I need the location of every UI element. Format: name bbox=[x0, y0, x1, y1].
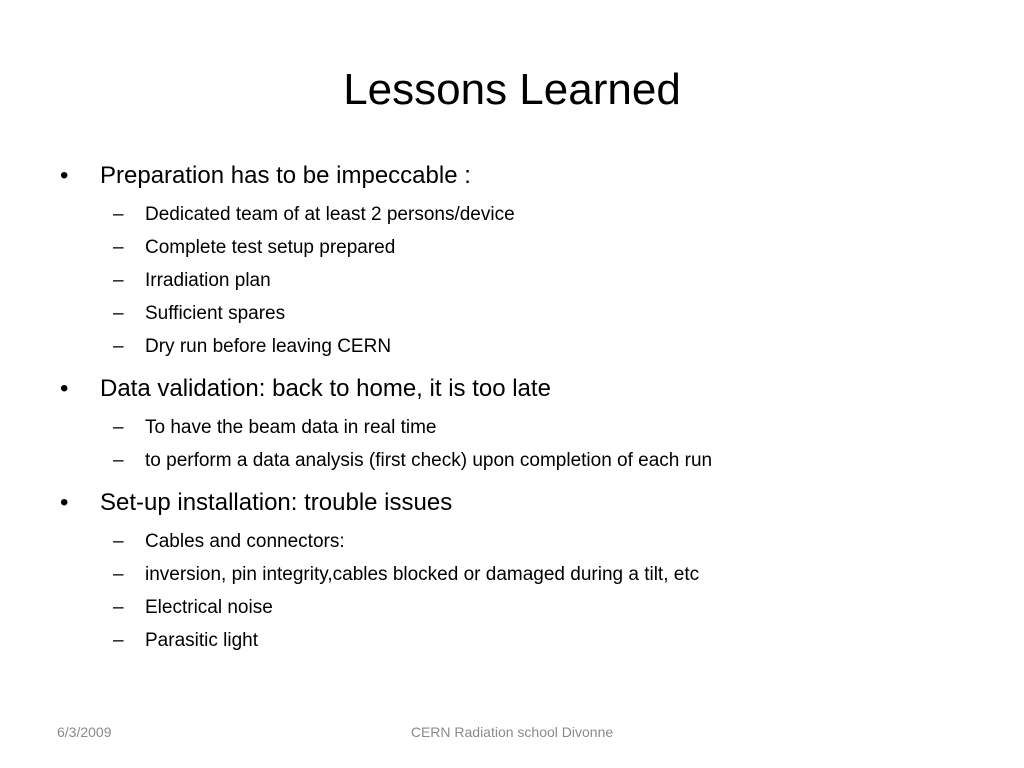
sub-text: to perform a data analysis (first check) upon completion of each run bbox=[145, 450, 713, 471]
sub-list bbox=[60, 198, 960, 363]
sub-item bbox=[60, 297, 960, 330]
sub-text: inversion, pin integrity,cables blocked or damaged during a tilt, etc bbox=[145, 564, 700, 585]
sub-item bbox=[60, 330, 960, 363]
sub-text: Dry run before leaving CERN bbox=[145, 336, 392, 357]
sub-item bbox=[60, 411, 960, 444]
dash-marker: – bbox=[113, 417, 124, 438]
bullet-text: Data validation: back to home, it is too late bbox=[100, 375, 551, 402]
sub-text: Dedicated team of at least 2 persons/device bbox=[145, 204, 515, 225]
dash-marker: – bbox=[113, 336, 124, 357]
sub-text: Irradiation plan bbox=[145, 270, 271, 291]
sub-item bbox=[60, 525, 960, 558]
bullet-marker: • bbox=[60, 162, 69, 189]
footer-date: 6/3/2009 bbox=[57, 724, 112, 740]
sub-text: Cables and connectors: bbox=[145, 531, 345, 552]
dash-marker: – bbox=[113, 597, 124, 618]
dash-marker: – bbox=[113, 630, 124, 651]
sub-text: Electrical noise bbox=[145, 597, 273, 618]
sub-item bbox=[60, 264, 960, 297]
sub-item bbox=[60, 558, 960, 591]
bullet-item bbox=[60, 487, 960, 519]
sub-item bbox=[60, 624, 960, 657]
dash-marker: – bbox=[113, 237, 124, 258]
bullet-marker: • bbox=[60, 375, 69, 402]
dash-marker: – bbox=[113, 564, 124, 585]
dash-marker: – bbox=[113, 204, 124, 225]
sub-item bbox=[60, 591, 960, 624]
dash-marker: – bbox=[113, 303, 124, 324]
sub-item bbox=[60, 198, 960, 231]
bullet-item bbox=[60, 373, 960, 405]
slide-content bbox=[60, 160, 960, 667]
bullet-text: Set-up installation: trouble issues bbox=[100, 489, 453, 516]
sub-text: To have the beam data in real time bbox=[145, 417, 437, 438]
sub-list bbox=[60, 411, 960, 477]
dash-marker: – bbox=[113, 270, 124, 291]
sub-text: Parasitic light bbox=[145, 630, 258, 651]
sub-text: Sufficient spares bbox=[145, 303, 286, 324]
sub-list bbox=[60, 525, 960, 657]
bullet-item bbox=[60, 160, 960, 192]
sub-item bbox=[60, 231, 960, 264]
slide-title: Lessons Learned bbox=[343, 65, 681, 114]
bullet-text: Preparation has to be impeccable : bbox=[100, 162, 471, 189]
dash-marker: – bbox=[113, 450, 124, 471]
sub-item bbox=[60, 444, 960, 477]
dash-marker: – bbox=[113, 531, 124, 552]
sub-text: Complete test setup prepared bbox=[145, 237, 396, 258]
bullet-marker: • bbox=[60, 489, 69, 516]
footer-center-text: CERN Radiation school Divonne bbox=[410, 724, 614, 740]
